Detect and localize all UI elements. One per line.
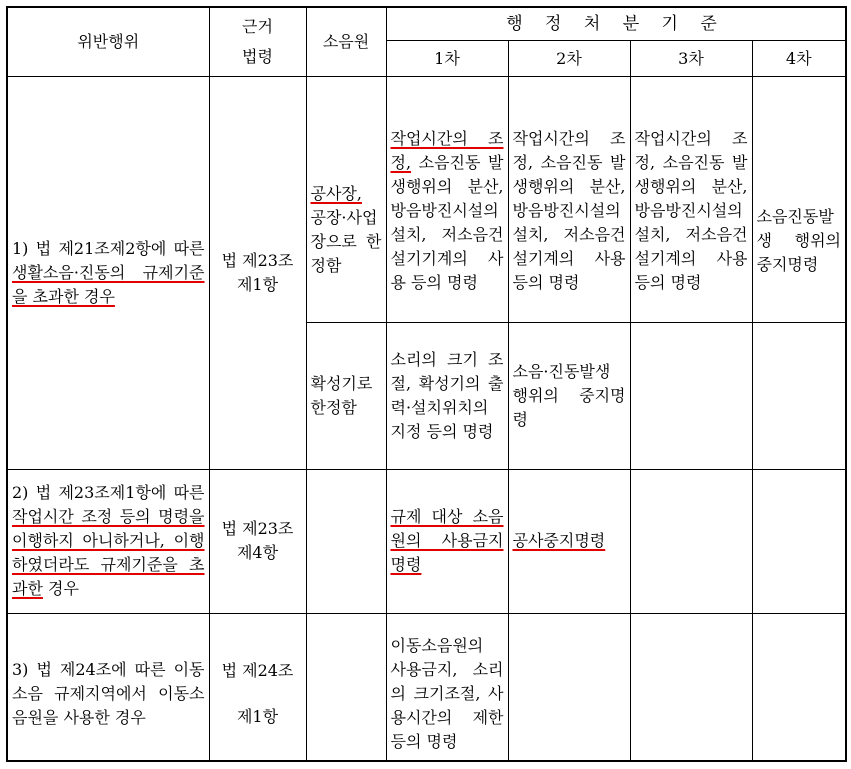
row3-basis (209, 613, 306, 761)
header-basis-line2: 법령 (242, 47, 273, 67)
row1a-source-underlined: 공사장, (310, 183, 362, 203)
header-violation: 위반행위 (7, 7, 209, 77)
header-source: 소음원 (306, 7, 386, 77)
header-row-1 (7, 7, 846, 40)
header-basis-line1: 근거 (242, 17, 273, 37)
row2-step1 (386, 469, 508, 613)
row-3 (7, 613, 846, 761)
header-step-2: 2차 (508, 40, 630, 76)
row1-violation (7, 77, 209, 470)
row1a-source-text: 공장·사업장으로 한정함 (310, 207, 382, 275)
administrative-disposition-table (6, 6, 847, 762)
row1b-step4 (752, 323, 846, 470)
row1a-step3: 작업시간의 조정, 소음진동 발생행위의 분산, 방음방진시설의 설치, 저소음건설기계의 사용 등의 명령 (630, 77, 752, 323)
row1b-step3 (630, 323, 752, 470)
row3-violation: 3) 법 제24조에 따른 이동소음 규제지역에서 이동소음원을 사용한 경우 (7, 613, 209, 761)
row1b-step1: 소리의 크기 조절, 확성기의 출력·설치위치의 지정 등의 명령 (386, 323, 508, 470)
row2-violation-underlined: 작업시간 조정 등의 명령을 이행하지 아니하거나, 이행하였더라도 규제기준을 초과한 (12, 507, 205, 599)
row2-basis: 법 제23조 제4항 (209, 469, 306, 613)
header-step-4: 4차 (752, 40, 846, 76)
row-1a (7, 77, 846, 323)
header-step-3: 3차 (630, 40, 752, 76)
row1a-source (306, 77, 386, 323)
row1b-source: 확성기로 한정함 (306, 323, 386, 470)
row1b-step2: 소음·진동발생행위의 중지명령 (508, 323, 630, 470)
row3-step4 (752, 613, 846, 761)
row3-step2 (508, 613, 630, 761)
row1-basis: 법 제23조 제1항 (209, 77, 306, 470)
row2-step4 (752, 469, 846, 613)
row2-step1-underlined: 규제 대상 소음원의 사용금지명령 (390, 507, 504, 575)
row2-source (306, 469, 386, 613)
row3-basis-line2: 제1항 (236, 706, 279, 726)
row3-step3 (630, 613, 752, 761)
row1a-step1 (386, 77, 508, 323)
row1a-step1-underlined: 작업시간의 조정, (390, 128, 504, 172)
row1-violation-text: 1) 법 제21조제2항에 따른 (12, 239, 205, 259)
header-step-1: 1차 (386, 40, 508, 76)
row1a-step2: 작업시간의 조정, 소음진동 발생행위의 분산, 방음방진시설의 설치, 저소음건설기계의 사용 등의 명령 (508, 77, 630, 323)
header-standard: 행 정 처 분 기 준 (386, 7, 846, 40)
row-2 (7, 469, 846, 613)
row2-step3 (630, 469, 752, 613)
row3-basis-line1: 법 제24조 (221, 660, 294, 680)
header-basis (209, 7, 306, 77)
row2-step2-underlined: 공사중지명령 (512, 531, 606, 551)
row2-step2 (508, 469, 630, 613)
row1a-step1-text: 소음진동 발생행위의 분산, 방음방진시설의 설치, 저소음건설기기계의 사용 등의 명령 (390, 152, 504, 292)
row1a-step4: 소음진동발생 행위의 중지명령 (752, 77, 846, 323)
row2-violation-end: 경우 (42, 579, 79, 599)
row3-step1: 이동소음원의 사용금지, 소리의 크기조절, 사용시간의 제한 등의 명령 (386, 613, 508, 761)
row2-violation (7, 469, 209, 613)
row2-violation-text: 2) 법 제23조제1항에 따른 (12, 483, 205, 503)
row1-violation-underlined: 생활소음·진동의 규제기준을 초과한 경우 (12, 263, 205, 307)
row3-source (306, 613, 386, 761)
